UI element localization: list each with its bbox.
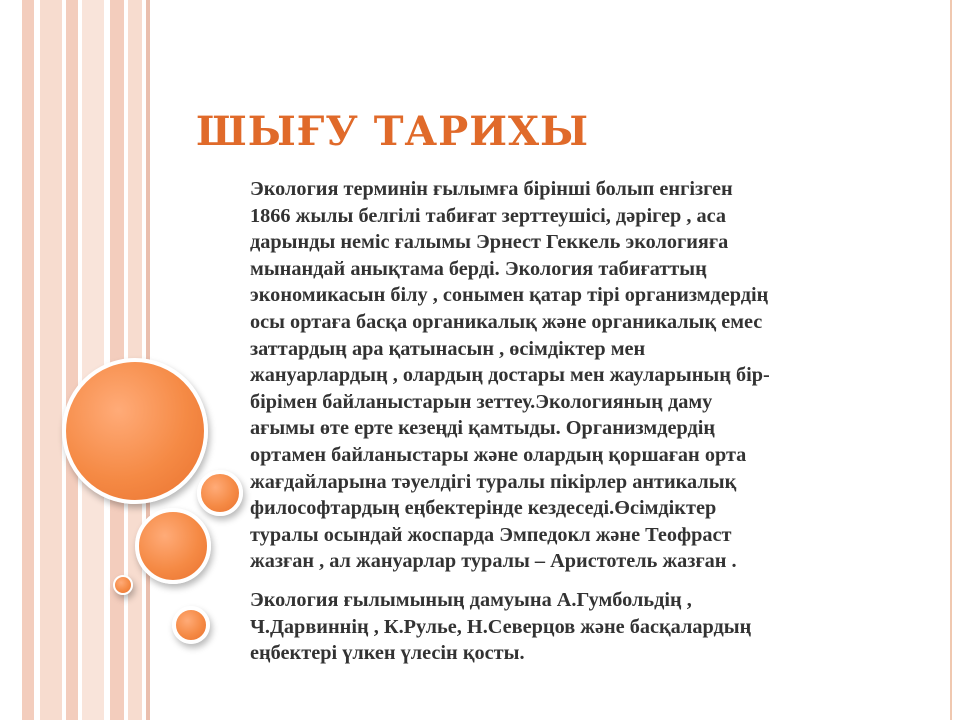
- text-line: Ч.Дарвиннің , К.Рулье, Н.Северцов және басқалардың: [250, 615, 752, 638]
- text-line: Экология терминін ғылымға бірінші болып енгізген: [250, 178, 733, 200]
- right-border-line: [950, 0, 952, 720]
- text-line: ағымы өте ерте кезеңді қамтыды. Организмдердің: [250, 417, 716, 440]
- text-line: жануарлардың , олардың достары мен жауларының бір-: [250, 364, 770, 387]
- body-paragraph: [250, 587, 940, 667]
- text-line: еңбектері үлкен үлесін қосты.: [250, 642, 525, 665]
- text-line: 1866 жылы белгілі табиғат зерттеушісі, дәрігер , аса: [250, 204, 727, 227]
- small-circle-decoration: [172, 606, 210, 644]
- text-line: дарынды неміс ғалымы Эрнест Геккель экологияға: [250, 231, 729, 254]
- text-line: мынандай анықтама берді. Экология табиғаттың: [250, 257, 707, 280]
- text-line: заттардың ара қатынасын , өсімдіктер мен: [250, 337, 646, 360]
- stripe-decoration: [66, 0, 78, 720]
- stripe-decoration: [22, 0, 34, 720]
- text-line: бірімен байланыстарын зеттеу.Экологияның даму: [250, 390, 713, 413]
- body-paragraph: [250, 176, 940, 575]
- tiny-circle-decoration: [113, 575, 133, 595]
- large-circle-decoration: [62, 358, 208, 504]
- stripe-decoration: [40, 0, 62, 720]
- small-circle-decoration: [197, 470, 243, 516]
- text-line: ортамен байланыстары және олардың қоршаған орта: [250, 443, 747, 466]
- text-line: философтардың еңбектерінде кездеседі.Өсімдіктер: [250, 497, 717, 520]
- text-line: жазған , ал жануарлар туралы – Аристотель жазған .: [250, 550, 737, 573]
- text-line: туралы осындай жоспарда Эмпедокл және Теофраст: [250, 523, 732, 546]
- medium-circle-decoration: [135, 508, 211, 584]
- stripe-decoration: [82, 0, 104, 720]
- text-line: осы ортаға басқа органикалық және органикалық емес: [250, 310, 763, 333]
- text-line: экономикасын білу , сонымен қатар тірі организмдердің: [250, 284, 769, 307]
- slide-title: ШЫҒУ ТАРИХЫ: [196, 108, 590, 155]
- text-line: жағдайларына тәуелдігі туралы пікірлер антикалық: [250, 470, 737, 493]
- text-line: Экология ғылымының дамуына А.Гумбольдің ,: [250, 589, 692, 611]
